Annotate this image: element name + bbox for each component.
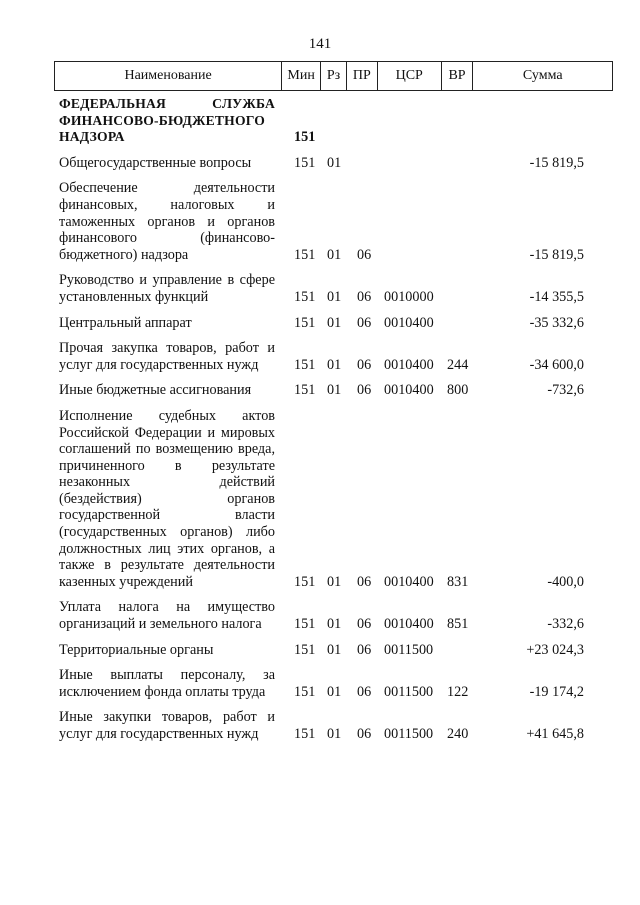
table-row	[0, 642, 640, 659]
row-pr: 06	[357, 726, 372, 742]
row-vr: 240	[447, 726, 469, 742]
column-header-sum: Сумма	[472, 62, 612, 90]
table-row	[0, 155, 640, 172]
column-header-rz: Рз	[320, 62, 346, 90]
row-sum: -14 355,5	[529, 288, 584, 305]
row-csr: 0010400	[384, 356, 434, 373]
row-name: Уплата налога на имущество организаций и земельного налога	[59, 599, 275, 633]
row-sum: -35 332,6	[529, 314, 584, 331]
row-csr: 0010000	[384, 288, 434, 305]
row-csr: 0011500	[384, 726, 434, 742]
table-row	[0, 272, 640, 305]
row-sum: -332,6	[547, 616, 584, 633]
row-min: 151	[294, 641, 316, 658]
table-row	[0, 382, 640, 399]
row-vr: 244	[447, 356, 469, 373]
row-min: 151	[294, 726, 316, 742]
row-sum: -732,6	[547, 382, 584, 399]
row-min: 151	[294, 314, 316, 331]
table-row	[0, 408, 640, 591]
row-name: Исполнение судебных актов Российской Федерации и мировых соглашений по возмещению вреда, причиненного в результате незаконных действий (бездействия) органов государственной власти (государственных органов) либо должностных лиц этих органов, а также в результате деятельности казенных учреждений	[59, 407, 275, 590]
table-row	[0, 667, 640, 700]
row-sum: -19 174,2	[529, 683, 584, 700]
row-min: 151	[294, 683, 316, 700]
row-rz: 01	[327, 616, 342, 633]
table-row	[0, 315, 640, 332]
row-sum: -34 600,0	[529, 356, 584, 373]
row-pr: 06	[357, 382, 372, 399]
row-pr: 06	[357, 573, 372, 590]
row-rz: 01	[327, 683, 342, 700]
row-rz: 01	[327, 641, 342, 658]
row-pr: 06	[357, 356, 372, 373]
row-rz: 01	[327, 288, 342, 305]
table-body	[0, 96, 640, 752]
row-rz: 01	[327, 573, 342, 590]
row-rz: 01	[327, 726, 342, 742]
row-pr: 06	[357, 683, 372, 700]
row-vr: 851	[447, 616, 469, 633]
row-name: Территориальные органы	[59, 641, 214, 658]
row-vr: 122	[447, 683, 469, 700]
row-csr: 0010400	[384, 382, 434, 399]
row-min: 151	[294, 382, 316, 399]
row-pr: 06	[357, 246, 372, 263]
row-name: Иные бюджетные ассигнования	[59, 382, 252, 399]
row-csr: 0010400	[384, 314, 434, 331]
row-pr: 06	[357, 616, 372, 633]
column-header-pr: ПР	[346, 62, 377, 90]
row-sum: -15 819,5	[529, 246, 584, 263]
row-csr: 0011500	[384, 641, 434, 658]
row-min: 151	[294, 154, 316, 171]
row-name: Центральный аппарат	[59, 314, 192, 331]
row-name: ФЕДЕРАЛЬНАЯ СЛУЖБА ФИНАНСОВО-БЮДЖЕТНОГО НАДЗОРА	[59, 96, 275, 145]
row-rz: 01	[327, 246, 342, 263]
row-min: 151	[294, 246, 316, 263]
table-row	[0, 709, 640, 742]
row-min: 151	[294, 288, 316, 305]
row-csr: 0010400	[384, 616, 434, 633]
row-name: Иные выплаты персоналу, за исключением фонда оплаты труда	[59, 667, 275, 700]
column-header-name: Наименование	[124, 68, 212, 83]
page-number: 141	[308, 36, 332, 52]
row-rz: 01	[327, 154, 342, 171]
table-row	[0, 340, 640, 373]
table-row	[0, 599, 640, 632]
table-row	[0, 96, 640, 146]
table-row	[0, 180, 640, 263]
row-vr: 831	[447, 573, 469, 590]
row-sum: -400,0	[547, 573, 584, 590]
row-pr: 06	[357, 641, 372, 658]
row-rz: 01	[327, 356, 342, 373]
column-header-min: Мин	[281, 62, 320, 90]
row-sum: +23 024,3	[526, 641, 584, 658]
row-min: 151	[294, 573, 316, 590]
row-rz: 01	[327, 382, 342, 399]
row-name: Общегосударственные вопросы	[59, 154, 252, 171]
column-header-vr: ВР	[441, 62, 473, 90]
row-csr: 0010400	[384, 573, 434, 590]
row-csr: 0011500	[384, 683, 434, 700]
row-rz: 01	[327, 314, 342, 331]
row-name: Прочая закупка товаров, работ и услуг для государственных нужд	[59, 340, 275, 373]
row-pr: 06	[357, 314, 372, 331]
row-name: Руководство и управление в сфере установленных функций	[59, 272, 275, 305]
table-header	[54, 61, 613, 91]
row-name: Иные закупки товаров, работ и услуг для государственных нужд	[59, 709, 275, 742]
row-name: Обеспечение деятельности финансовых, налоговых и таможенных органов и органов финансового (финансово-бюджетного) надзора	[59, 180, 275, 263]
row-min: 151	[294, 129, 316, 146]
row-vr: 800	[447, 382, 469, 399]
row-min: 151	[294, 356, 316, 373]
row-min: 151	[294, 616, 316, 633]
row-pr: 06	[357, 288, 372, 305]
row-sum: -15 819,5	[529, 154, 584, 171]
column-header-csr: ЦСР	[377, 62, 441, 90]
row-sum: +41 645,8	[526, 726, 584, 742]
